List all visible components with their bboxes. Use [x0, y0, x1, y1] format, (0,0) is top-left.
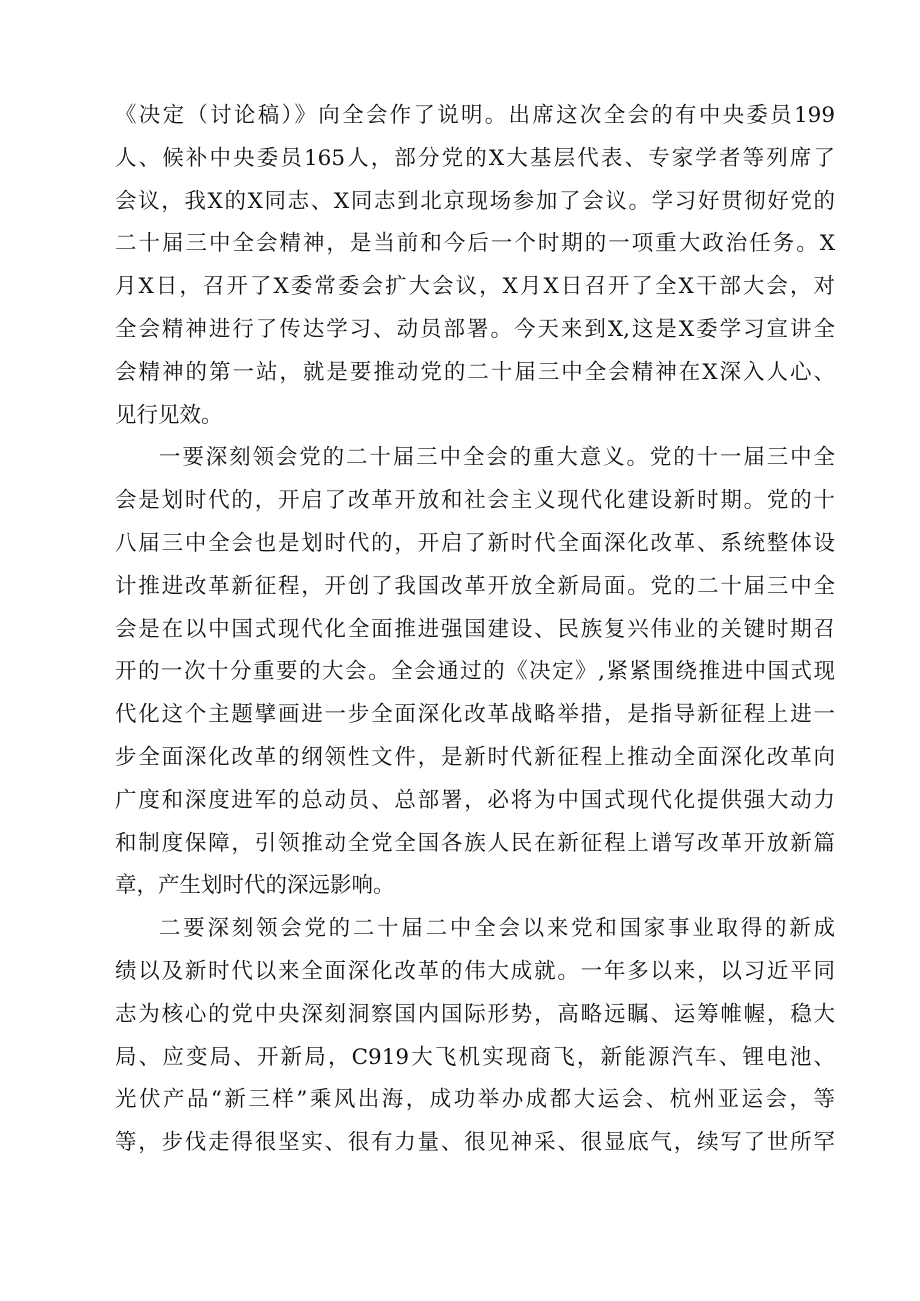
- paragraph-2-line-2: 会是划时代的，开启了改革开放和社会主义现代化建设新时期。党的十: [115, 488, 835, 514]
- paragraph-2-line-1: 一要深刻领会党的二十届三中全会的重大意义。党的十一届三中全: [159, 445, 835, 471]
- paragraph-1-line-4: 二十届三中全会精神，是当前和今后一个时期的一项重大政治任务。X: [115, 231, 835, 257]
- paragraph-2-line-10: 和制度保障，引领推动全党全国各族人民在新征程上谱写改革开放新篇: [115, 830, 835, 856]
- paragraph-3-line-1: 二要深刻领会党的二十届二中全会以来党和国家事业取得的新成: [159, 916, 835, 942]
- paragraph-2-line-4: 计推进改革新征程，开创了我国改革开放全新局面。党的二十届三中全: [115, 573, 835, 599]
- paragraph-3-line-5: 光伏产品“新三样”乘风出海，成功举办成都大运会、杭州亚运会，等: [115, 1087, 835, 1113]
- paragraph-2-line-9: 广度和深度进军的总动员、总部署，必将为中国式现代化提供强大动力: [115, 787, 835, 813]
- paragraph-3-line-4: 局、应变局、开新局，C919大飞机实现商飞，新能源汽车、锂电池、: [115, 1044, 835, 1070]
- paragraph-1-line-3: 会议，我X的X同志、X同志到北京现场参加了会议。学习好贯彻好党的: [115, 188, 835, 214]
- paragraph-1-line-2: 人、候补中央委员165人，部分党的X大基层代表、专家学者等列席了: [115, 145, 835, 171]
- paragraph-1-line-8: 见行见效。: [115, 402, 223, 428]
- document-body: [115, 95, 835, 1165]
- paragraph-2-line-7: 代化这个主题擘画进一步全面深化改革战略举措，是指导新征程上进一: [115, 702, 835, 728]
- paragraph-2-line-6: 开的一次十分重要的大会。全会通过的《决定》,紧紧围绕推进中国式现: [115, 659, 835, 685]
- paragraph-3-line-3: 志为核心的党中央深刻洞察国内国际形势，高略远瞩、运筹帷幄，稳大: [115, 1001, 835, 1027]
- paragraph-3-line-6: 等，步伐走得很坚实、很有力量、很见神采、很显底气，续写了世所罕: [115, 1130, 835, 1156]
- paragraph-1-line-6: 全会精神进行了传达学习、动员部署。今天来到X,这是X委学习宣讲全: [115, 316, 835, 342]
- paragraph-1-line-1: 《决定（讨论稿）》向全会作了说明。出席这次全会的有中央委员199: [115, 103, 835, 128]
- paragraph-1-line-7: 会精神的第一站，就是要推动党的二十届三中全会精神在X深入人心、: [115, 359, 835, 385]
- paragraph-3-line-2: 绩以及新时代以来全面深化改革的伟大成就。一年多以来，以习近平同: [115, 958, 835, 984]
- paragraph-2-line-5: 会是在以中国式现代化全面推进强国建设、民族复兴伟业的关键时期召: [115, 616, 835, 642]
- paragraph-2-line-8: 步全面深化改革的纲领性文件，是新时代新征程上推动全面深化改革向: [115, 744, 835, 770]
- paragraph-1-line-5: 月X日，召开了X委常委会扩大会议，X月X日召开了全X干部大会，对: [115, 274, 835, 300]
- paragraph-2-line-3: 八届三中全会也是划时代的，开启了新时代全面深化改革、系统整体设: [115, 530, 835, 556]
- paragraph-2-line-11: 章，产生划时代的深远影响。: [115, 873, 395, 899]
